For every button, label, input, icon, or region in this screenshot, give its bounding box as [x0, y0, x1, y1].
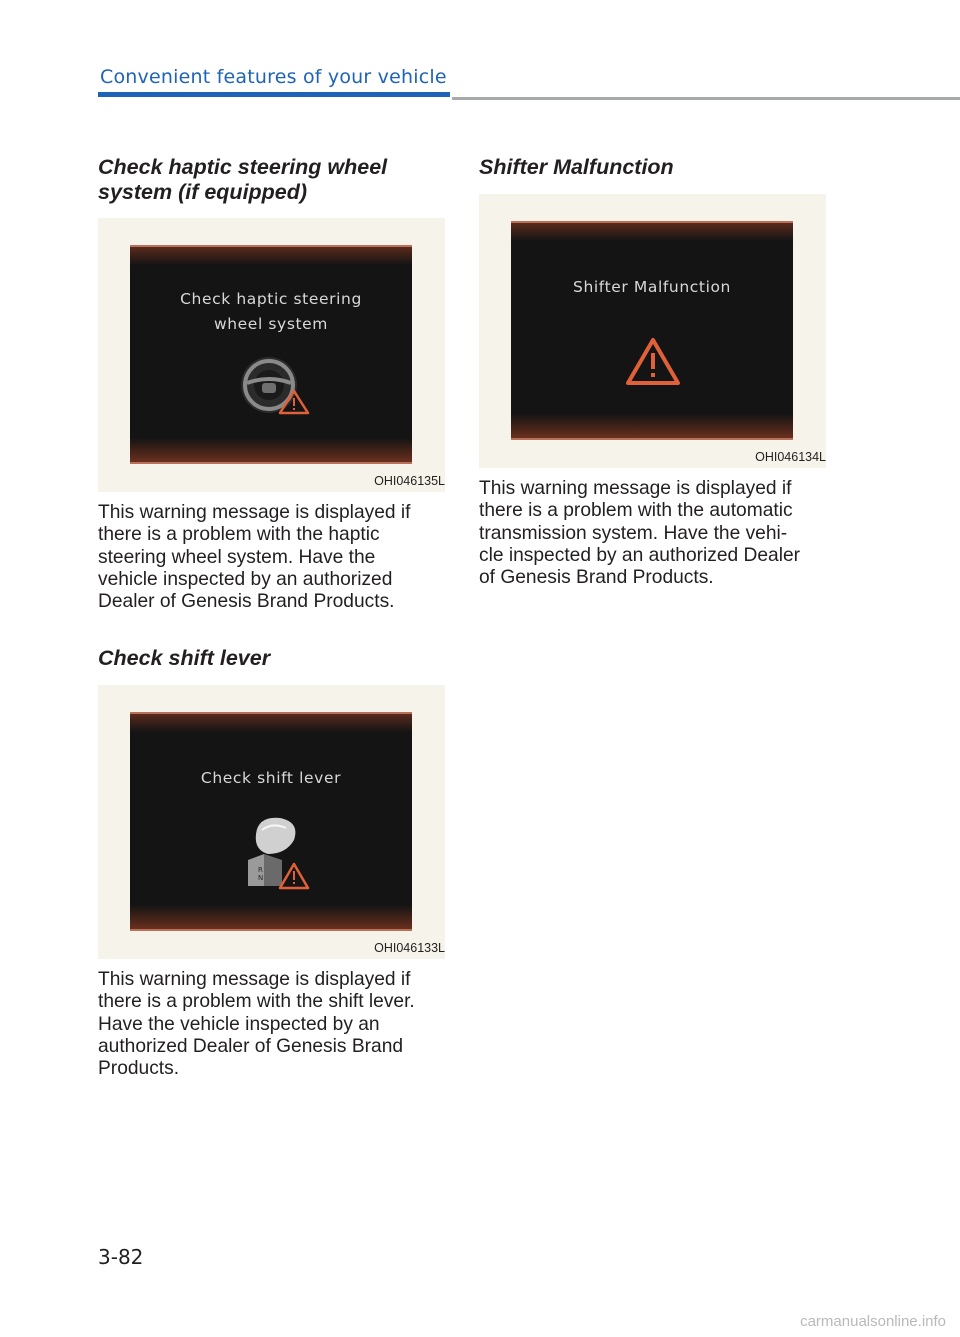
heading-shift-lever — [98, 646, 270, 671]
body-line: This warning message is displayed if — [479, 478, 792, 499]
figure-shifter-malfunction — [479, 194, 826, 468]
cluster-display — [511, 221, 793, 440]
page-number: 3-82 — [98, 1245, 144, 1269]
display-glow-top — [511, 223, 793, 241]
cluster-display — [130, 245, 412, 464]
body-shifter-malfunction — [479, 478, 826, 589]
body-line: there is a problem with the haptic — [98, 524, 380, 546]
heading-line: Check shift lever — [98, 646, 271, 670]
display-glow-top — [130, 247, 412, 265]
steering-wheel-warning-icon — [232, 355, 312, 415]
display-line: Check shift lever — [200, 769, 342, 787]
body-line: This warning message is displayed if — [98, 969, 411, 990]
svg-text:R: R — [258, 866, 263, 874]
body-line: Dealer of Genesis Brand Products. — [98, 591, 395, 613]
svg-text:N: N — [258, 874, 264, 882]
shift-lever-warning-icon — [238, 814, 318, 894]
display-message — [511, 275, 793, 300]
display-glow-bottom — [130, 905, 412, 929]
heading-line: Check haptic steering wheel — [98, 155, 388, 179]
body-line: there is a problem with the shift lever. — [98, 991, 415, 1013]
heading-line: system (if equipped) — [98, 180, 308, 204]
figure-code: OHI046134L — [755, 450, 826, 464]
body-line: authorized Dealer of Genesis Brand — [98, 1035, 404, 1057]
body-shift-lever — [98, 969, 445, 1080]
figure-shift-lever — [98, 685, 445, 959]
display-line: Shifter Malfunction — [573, 278, 731, 296]
body-line: vehicle inspected by an authorized — [98, 568, 393, 590]
figure-code: OHI046135L — [374, 474, 445, 488]
body-line: cle inspected by an authorized Dealer — [479, 544, 801, 566]
figure-code: OHI046133L — [374, 941, 445, 955]
body-line: This warning message is displayed if — [98, 502, 411, 523]
figure-haptic-steering — [98, 218, 445, 492]
header-rule-accent — [98, 92, 450, 97]
body-line: there is a problem with the automatic — [479, 500, 793, 522]
body-line: transmission system. Have the vehi- — [479, 522, 788, 544]
header-rule — [452, 97, 960, 100]
body-haptic-steering — [98, 502, 445, 613]
display-line: wheel system — [213, 315, 329, 333]
display-glow-bottom — [511, 414, 793, 438]
heading-haptic-steering — [98, 155, 387, 205]
body-line: Have the vehicle inspected by an — [98, 1013, 380, 1035]
warning-triangle-icon — [625, 337, 681, 387]
display-message — [130, 287, 412, 337]
display-glow-bottom — [130, 438, 412, 462]
body-line: Products. — [98, 1058, 180, 1080]
body-line: of Genesis Brand Products. — [479, 567, 714, 589]
display-line: Check haptic steering — [180, 290, 362, 308]
cluster-display — [130, 712, 412, 931]
display-glow-top — [130, 714, 412, 732]
heading-line: Shifter Malfunction — [479, 155, 674, 179]
section-title: Convenient features of your vehicle — [100, 66, 447, 88]
body-line: steering wheel system. Have the — [98, 546, 376, 568]
watermark: carmanualsonline.info — [800, 1313, 946, 1330]
heading-shifter-malfunction — [479, 155, 674, 180]
display-message — [130, 766, 412, 791]
